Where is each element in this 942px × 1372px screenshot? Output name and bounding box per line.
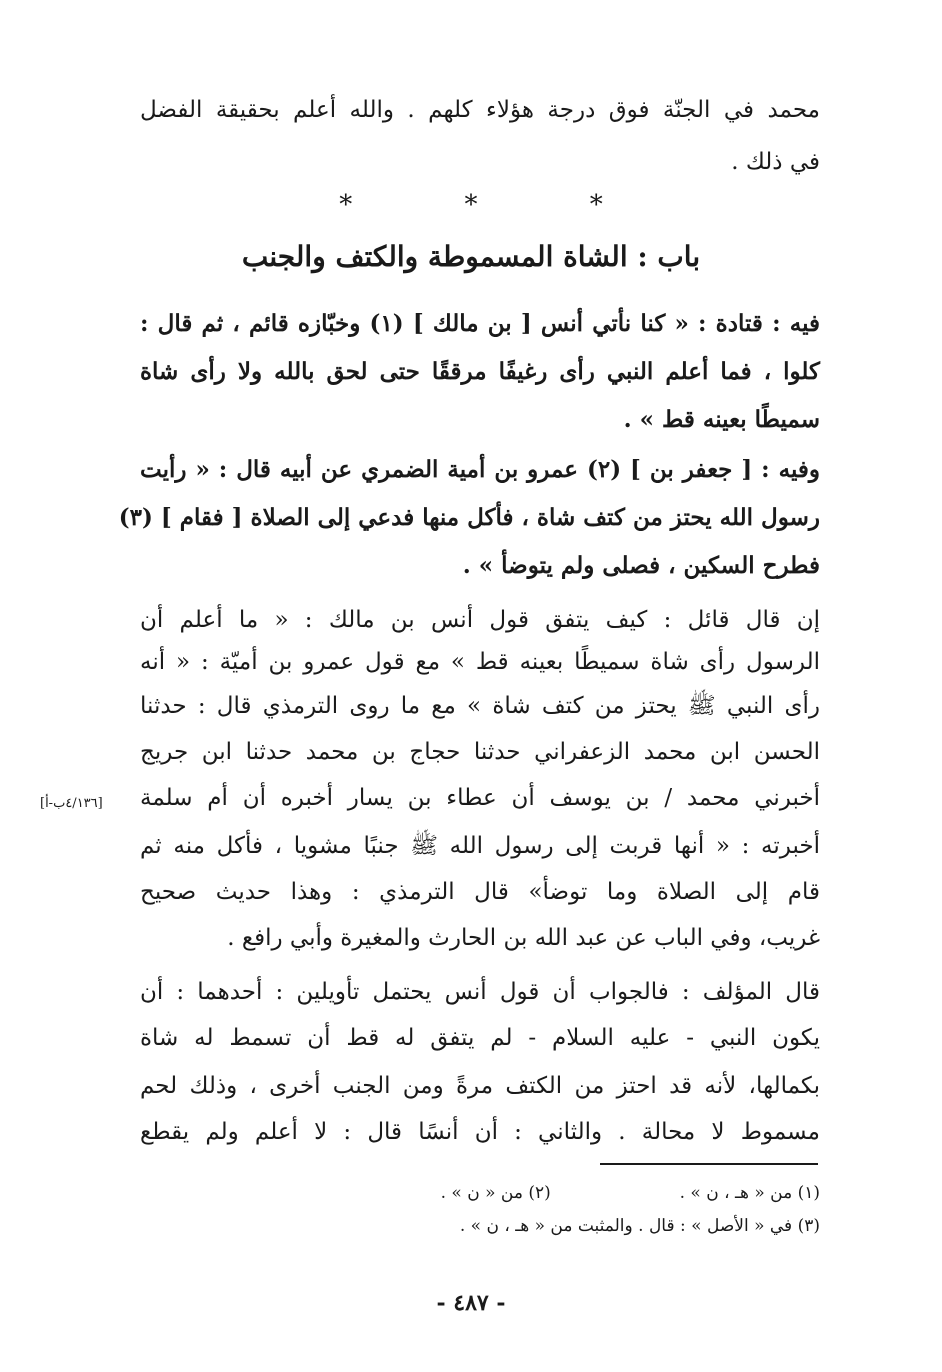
text-line: في ذلك . xyxy=(731,149,820,175)
text-line: وفيه : [ جعفر بن ] (٢) عمرو بن أمية الضمري عن أبيه قال : « رأيت xyxy=(140,456,820,483)
text-line: قال المؤلف : فالجواب أن قول أنس يحتمل تأويلين : أحدهما : أن xyxy=(140,979,820,1005)
text-line: فيه : قتادة : « كنا نأتي أنس [ بن مالك ] (١) وخبّازه قائم ، ثم قال : xyxy=(140,310,821,337)
text-line: محمد في الجنّة فوق درجة هؤلاء كلهم . والله أعلم بحقيقة الفضل xyxy=(140,97,820,123)
text-line: كلوا ، فما أعلم النبي رأى رغيفًا مرققًا حتى لحق بالله ولا رأى شاة xyxy=(140,358,820,385)
text-line: الرسول رأى شاة سميطًا بعينه قط » مع قول عمرو بن أميّة : « أنه xyxy=(140,649,820,675)
text-line: رأى النبي ﷺ يحتز من كتف شاة » مع ما روى الترمذي قال : حدثنا xyxy=(140,693,820,719)
text-line: إن قال قائل : كيف يتفق قول أنس بن مالك : « ما أعلم أن xyxy=(140,607,820,633)
footnote-row-1 xyxy=(441,1183,820,1203)
text-line: غريب، وفي الباب عن عبد الله بن الحارث والمغيرة وأبي رافع . xyxy=(227,925,820,951)
manuscript-folio-note: [٤/١٣٦ب-أ] xyxy=(40,796,103,811)
section-separator: * * * xyxy=(339,190,655,220)
text-line: يكون النبي - عليه السلام - لم يتفق له قط أن تسمط له شاة xyxy=(140,1025,820,1051)
footnote-3: (٣) في « الأصل » : قال . والمثبت من « هـ ، ن » . xyxy=(459,1216,820,1236)
text-line: قام إلى الصلاة وما توضأ» قال الترمذي : وهذا حديث صحيح xyxy=(140,879,820,905)
chapter-title: باب : الشاة المسموطة والكتف والجنب xyxy=(241,240,701,273)
text-line: مسموط لا محالة . والثاني : أن أنسًا قال : لا أعلم ولم يقطع xyxy=(140,1119,820,1145)
page-number: - ٤٨٧ - xyxy=(436,1290,506,1316)
text-line: الحسن ابن محمد الزعفراني حدثنا حجاج بن محمد حدثنا ابن جريج xyxy=(140,739,820,765)
text-line: رسول الله يحتز من كتف شاة ، فأكل منها فدعي إلى الصلاة [ فقام ] (٣) xyxy=(118,504,820,531)
text-line: أخبرته : « أنها قربت إلى رسول الله ﷺ جنبًا مشويا ، فأكل منه ثم xyxy=(140,833,820,859)
text-line: أخبرني محمد / بن يوسف أن عطاء بن يسار أخبره أن أم سلمة xyxy=(140,785,820,811)
text-line: سميطًا بعينه قط » . xyxy=(623,406,820,433)
footnote-divider xyxy=(600,1163,818,1165)
footnote-1: (١) من « هـ ، ن » . xyxy=(679,1183,820,1203)
text-line: فطرح السكين ، فصلى ولم يتوضأ » . xyxy=(462,552,820,579)
text-line: بكمالها، لأنه قد احتز من الكتف مرةً ومن الجنب أخرى ، وذلك لحم xyxy=(140,1073,820,1099)
footnote-2: (٢) من « ن » . xyxy=(440,1183,551,1203)
